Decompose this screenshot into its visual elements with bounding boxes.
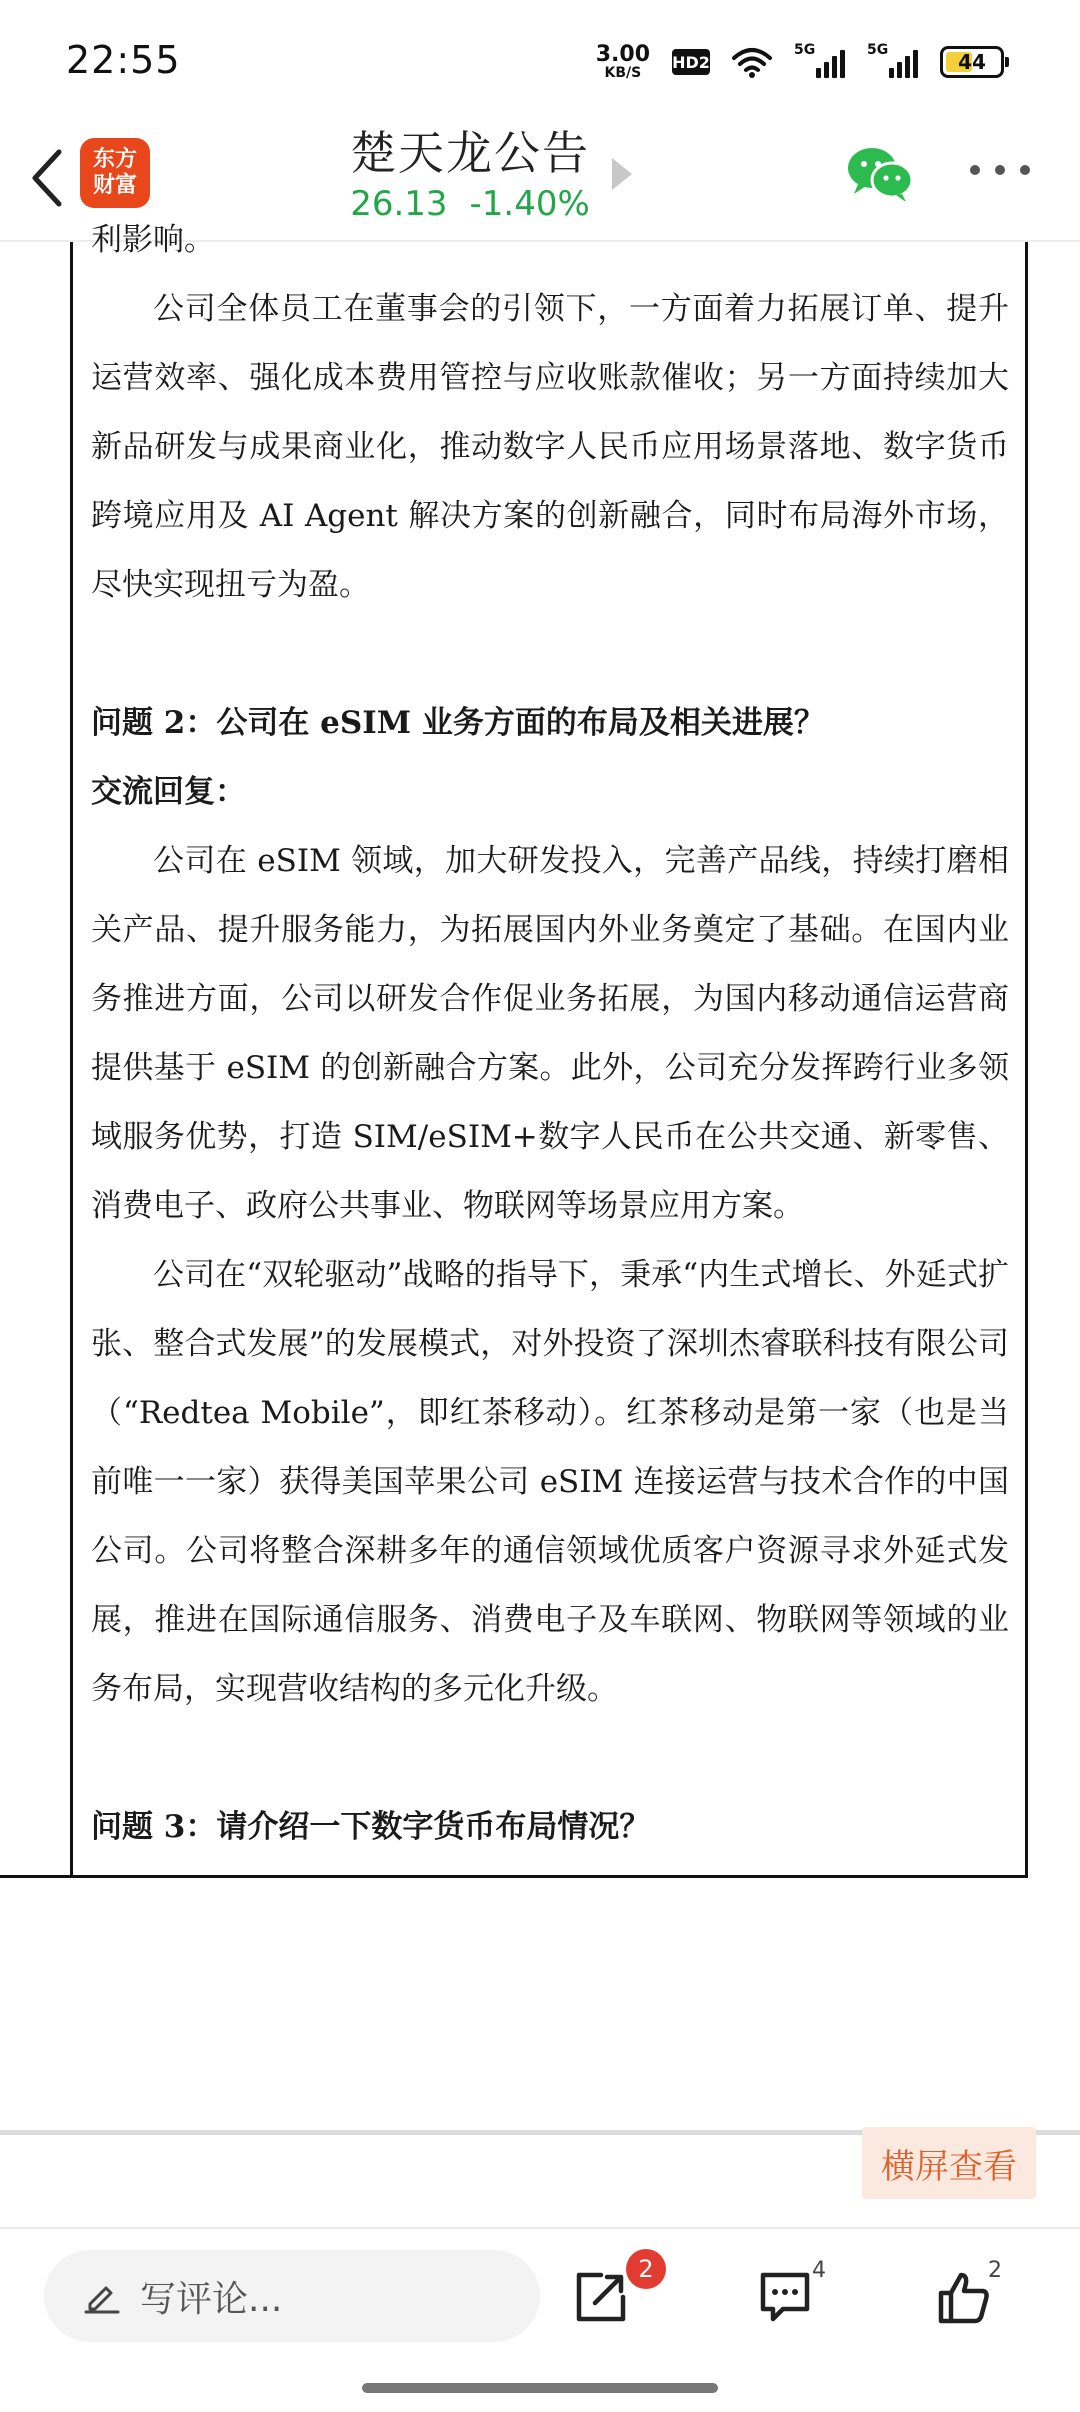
stock-change: -1.40%	[469, 184, 590, 224]
wifi-icon	[732, 46, 772, 78]
question-heading: 问题 3：请介绍一下数字货币布局情况？	[91, 1809, 651, 1845]
share-count-badge: 2	[626, 2249, 666, 2289]
home-indicator[interactable]	[362, 2383, 718, 2393]
stock-price: 26.13	[350, 184, 448, 224]
question-heading: 问题 2：公司在 eSIM 业务方面的布局及相关进展？	[91, 705, 825, 741]
like-count: 2	[988, 2258, 1002, 2283]
page-title: 楚天龙公告	[350, 126, 590, 180]
document-content	[73, 206, 1025, 1862]
comments-button[interactable]	[750, 2262, 820, 2332]
status-time: 22:55	[66, 38, 181, 82]
status-icons	[596, 42, 1004, 82]
signal-icon-sim2: 5G	[867, 46, 918, 78]
doc-paragraph: 公司全体员工在董事会的引领下，一方面着力拓展订单、提升运营效率、强化成本费用管控与应收账款催收；另一方面持续加大新品研发与成果商业化，推动数字人民币应用场景落地、数字货币跨境应用及 AI Agent 解决方案的创新融合，同时布局海外市场，尽快实现扭亏为盈。	[91, 291, 1009, 603]
signal-icon-sim1: 5G	[794, 46, 845, 78]
battery-icon: 44	[940, 46, 1004, 78]
divider	[0, 2227, 1080, 2229]
status-bar	[0, 0, 1080, 120]
more-options-button[interactable]	[970, 160, 1030, 180]
reply-heading: 交流回复：	[91, 774, 246, 810]
doc-paragraph: 公司在“双轮驱动”战略的指导下，秉承“内生式增长、外延式扩张、整合式发展”的发展模式，对外投资了深圳杰睿联科技有限公司（“Redtea Mobile”，即红茶移动）。红茶移动是第一家（也是当前唯一一家）获得美国苹果公司 eSIM 连接运营与技术合作的中国公司。公司将整合深耕多年的通信领域优质客户资源寻求外延式发展，推进在国际通信服务、消费电子及车联网、物联网等领域的业务布局，实现营收结构的多元化升级。	[91, 1257, 1009, 1707]
app-logo[interactable]: 东方 财富	[80, 138, 150, 208]
thumbs-up-icon	[933, 2267, 993, 2327]
comment-input[interactable]	[44, 2250, 540, 2342]
comment-placeholder: 写评论...	[140, 2278, 283, 2320]
pencil-icon	[84, 2278, 120, 2314]
back-arrow-icon	[29, 148, 63, 208]
comment-count: 4	[812, 2258, 826, 2283]
wechat-share-button[interactable]	[844, 144, 916, 204]
landscape-view-button[interactable]: 横屏查看	[862, 2127, 1036, 2199]
doc-paragraph: 利影响。	[91, 222, 215, 258]
announcement-document[interactable]	[70, 222, 1028, 1878]
net-speed: 3.00 KB/S	[595, 42, 650, 81]
hd-icon: HD2	[672, 49, 710, 75]
back-button[interactable]	[16, 138, 76, 218]
play-triangle-icon[interactable]	[612, 158, 632, 190]
table-left-border	[0, 1875, 72, 1878]
wechat-icon	[844, 144, 916, 204]
doc-paragraph: 公司在 eSIM 领域，加大研发投入，完善产品线，持续打磨相关产品、提升服务能力，为拓展国内外业务奠定了基础。在国内业务推进方面，公司以研发合作促业务拓展，为国内移动通信运营商提供基于 eSIM 的创新融合方案。此外，公司充分发挥跨行业多领域服务优势，打造 SIM/eSIM+数字人民币在公共交通、新零售、消费电子、政府公共事业、物联网等场景应用方案。	[91, 843, 1009, 1224]
more-dots-icon	[970, 165, 980, 175]
comment-bubble-icon	[755, 2267, 815, 2327]
share-icon	[571, 2267, 631, 2327]
